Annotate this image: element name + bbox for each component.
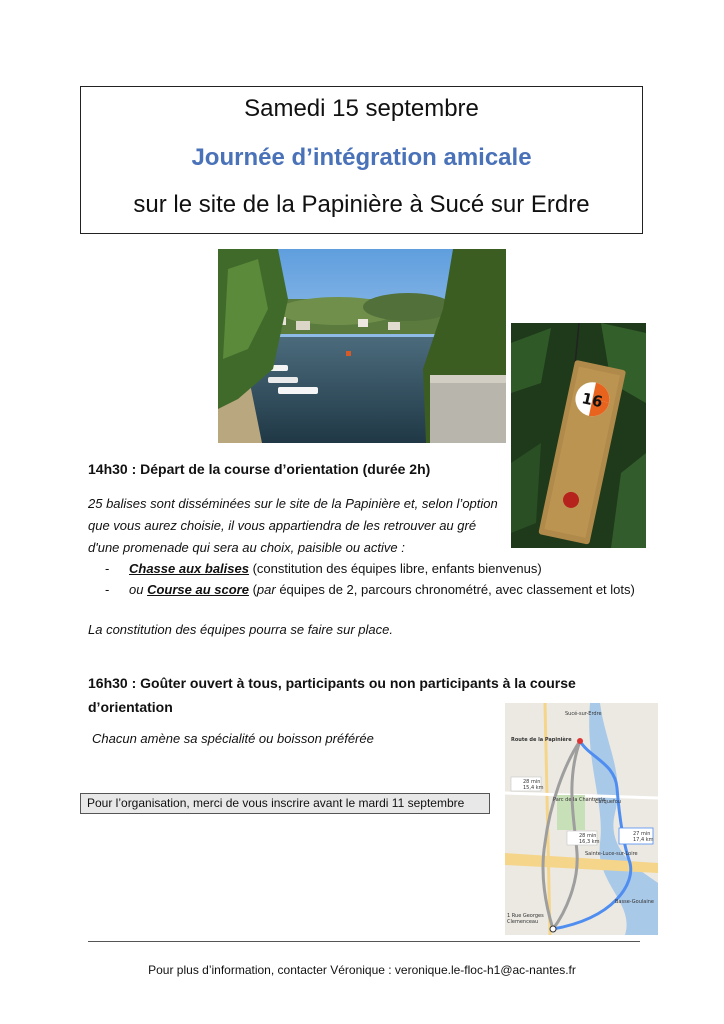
section-heading-snack: 16h30 : Goûter ouvert à tous, participants ou non participants à la course d’orientation <box>88 675 576 715</box>
route-time: 27 min <box>633 831 651 837</box>
map-place-label: Carquefou <box>595 799 621 805</box>
list-item <box>105 582 635 597</box>
route-distance: 15,4 km <box>523 785 544 791</box>
route-map <box>505 703 658 935</box>
option-chasse-detail: (constitution des équipes libre, enfants bienvenus) <box>248 561 542 576</box>
route-distance: 17,4 km <box>633 837 654 843</box>
route-distance: 16,3 km <box>579 839 600 845</box>
option-score-label: Course au score <box>147 582 249 597</box>
option-score-detail: équipes de 2, parcours chronométré, avec classement et lots) <box>275 582 635 597</box>
footer-divider <box>88 941 640 942</box>
snack-note: Chacun amène sa spécialité ou boisson préférée <box>92 731 374 746</box>
header-box <box>80 86 643 234</box>
map-place-label: Basse-Goulaine <box>615 899 654 905</box>
event-title: Journée d’intégration amicale <box>191 144 532 171</box>
map-start-label: Route de la Papinière <box>511 737 572 743</box>
option-score-open: ( <box>248 582 257 597</box>
lake-photo <box>218 249 506 443</box>
intro-line: que vous aurez choisie, il vous appartiendra de les retrouver au gré <box>88 518 477 533</box>
beacon-number: 16 <box>580 389 605 412</box>
intro-line: d'une promenade qui sera au choix, paisible ou active : <box>88 540 405 555</box>
registration-deadline: Pour l’organisation, merci de vous inscrire avant le mardi 11 septembre <box>80 793 490 814</box>
footer-contact: Pour plus d’information, contacter Véronique : veronique.le-floc-h1@ac-nantes.fr <box>148 963 576 977</box>
list-dash: - <box>105 561 110 576</box>
event-date: Samedi 15 septembre <box>244 95 479 122</box>
map-place-label: Parc de la Chantrerie <box>553 797 606 803</box>
option-score-prefix: ou <box>129 582 148 597</box>
route-time: 28 min <box>523 779 541 785</box>
map-end-label: Clemenceau <box>507 919 539 925</box>
event-location: sur le site de la Papinière à Sucé sur Erdre <box>133 191 590 218</box>
beacon-photo <box>511 323 646 548</box>
option-chasse-label: Chasse aux balises <box>129 561 249 576</box>
option-score-par: par <box>256 582 276 597</box>
map-end-label: 1 Rue Georges <box>507 913 544 919</box>
section-heading-orienteering: 14h30 : Départ de la course d’orientation (durée 2h) <box>88 461 431 477</box>
map-town-label: Sucé-sur-Erdre <box>565 711 602 717</box>
list-item <box>105 561 542 576</box>
route-time: 28 min <box>579 833 597 839</box>
list-dash: - <box>105 582 110 597</box>
intro-line: 25 balises sont disséminées sur le site de la Papinière et, selon l’option <box>88 496 498 511</box>
teams-note: La constitution des équipes pourra se faire sur place. <box>88 622 393 637</box>
map-place-label: Sainte-Luce-sur-Loire <box>585 851 638 857</box>
